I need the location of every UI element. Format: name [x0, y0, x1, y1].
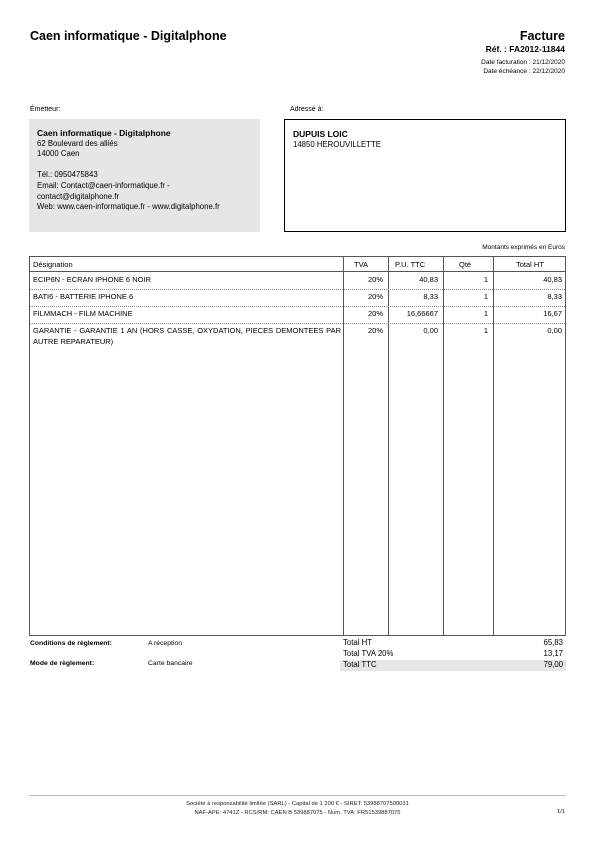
sender-name: Caen informatique - Digitalphone	[37, 128, 171, 138]
sender-label: Émetteur:	[30, 106, 61, 113]
row-qty: 1	[483, 292, 488, 301]
total-ttc-value: 79,00	[543, 660, 563, 669]
sender-email-line2: contact@digitalphone.fr	[37, 191, 120, 201]
footer-line1: Société à responsabilité limitée (SARL) - Capital de 1 200 € - SIRET: 53988707500031	[186, 801, 409, 807]
invoice-date: Date facturation : 21/12/2020	[481, 59, 565, 66]
footer-line2: NAF-APE: 4741Z - RCS/RM: CAEN B 539887075 - Num. TVA: FR51539887075	[194, 809, 401, 816]
row-designation: BATI6 - BATTERIE IPHONE 6	[33, 292, 134, 301]
conditions-value: A réception	[148, 640, 183, 647]
row-designation: FILMMACH - FILM MACHINE	[33, 309, 133, 318]
sender-email-line1: Email: Contact@caen-informatique.fr -	[37, 180, 170, 190]
row-unit-price: 40,83	[419, 275, 438, 284]
page-number: 1/1	[556, 809, 565, 815]
document-type: Facture	[519, 29, 565, 43]
total-tva-value: 13,17	[543, 649, 563, 658]
row-unit-price: 0,00	[423, 326, 438, 335]
row-designation: ECIP6N - ECRAN IPHONE 6 NOIR	[33, 275, 151, 284]
row-vat: 20%	[367, 326, 383, 335]
header-qty: Qté	[459, 260, 472, 269]
recipient-label: Adressé à:	[290, 106, 324, 113]
payment-mode-row	[30, 660, 193, 667]
row-total: 16,67	[543, 309, 562, 318]
invoice-dates	[481, 58, 565, 76]
header-designation: Désignation	[33, 260, 73, 269]
recipient-address: 14850 HEROUVILLETTE	[293, 139, 381, 149]
table-row	[30, 289, 565, 307]
row-total: 8,33	[547, 292, 562, 301]
row-vat: 20%	[367, 292, 383, 301]
invoice-reference: Réf. : FA2012-11844	[485, 44, 565, 54]
conditions-row	[30, 640, 183, 647]
payment-mode-value: Carte bancaire	[148, 660, 193, 667]
row-designation: GARANTIE - GARANTIE 1 AN (HORS CASSE, OXYDATION, PIECES DEMONTEES PAR AUTRE REPARATEUR)	[33, 326, 341, 346]
sender-web: Web: www.caen-informatique.fr - www.digitalphone.fr	[37, 202, 220, 212]
row-total: 0,00	[547, 326, 562, 335]
header-vat: TVA	[354, 260, 369, 269]
row-total: 40,83	[543, 275, 562, 284]
footer-legal	[29, 800, 566, 818]
total-ht-value: 65,83	[543, 638, 563, 647]
sender-box	[29, 119, 260, 232]
row-unit-price: 16,66667	[406, 309, 438, 318]
row-vat: 20%	[367, 309, 383, 318]
table-row	[30, 272, 565, 290]
sender-address-line1: 62 Boulevard des alliés	[37, 138, 118, 148]
table-row	[30, 306, 565, 324]
due-date: Date échéance : 22/12/2020	[483, 68, 565, 75]
table-row	[30, 323, 565, 351]
row-vat: 20%	[367, 275, 383, 284]
conditions-label: Conditions de règlement:	[30, 640, 112, 647]
total-tva-row	[340, 649, 566, 660]
total-ht-row	[340, 638, 566, 649]
items-table	[29, 256, 566, 636]
footer-divider	[29, 795, 566, 796]
row-unit-price: 8,33	[423, 292, 438, 301]
currency-note: Montants exprimés en Euros	[482, 244, 565, 251]
row-qty: 1	[483, 309, 488, 318]
table-header	[30, 257, 565, 272]
header-unit-price: P.U. TTC	[395, 260, 426, 269]
sender-address-line2: 14000 Caen	[37, 149, 80, 159]
recipient-name: DUPUIS LOIC	[293, 129, 348, 139]
total-tva-label: Total TVA 20%	[343, 649, 394, 658]
payment-mode-label: Mode de règlement:	[30, 660, 95, 667]
total-ttc-row	[340, 660, 566, 671]
company-title: Caen informatique - Digitalphone	[30, 29, 227, 43]
row-qty: 1	[483, 326, 488, 335]
row-qty: 1	[483, 275, 488, 284]
recipient-box	[284, 119, 566, 232]
total-ht-label: Total HT	[343, 638, 373, 647]
sender-phone: Tél.: 0950475843	[37, 170, 98, 180]
header-total: Total HT	[516, 260, 544, 269]
total-ttc-label: Total TTC	[343, 660, 377, 669]
